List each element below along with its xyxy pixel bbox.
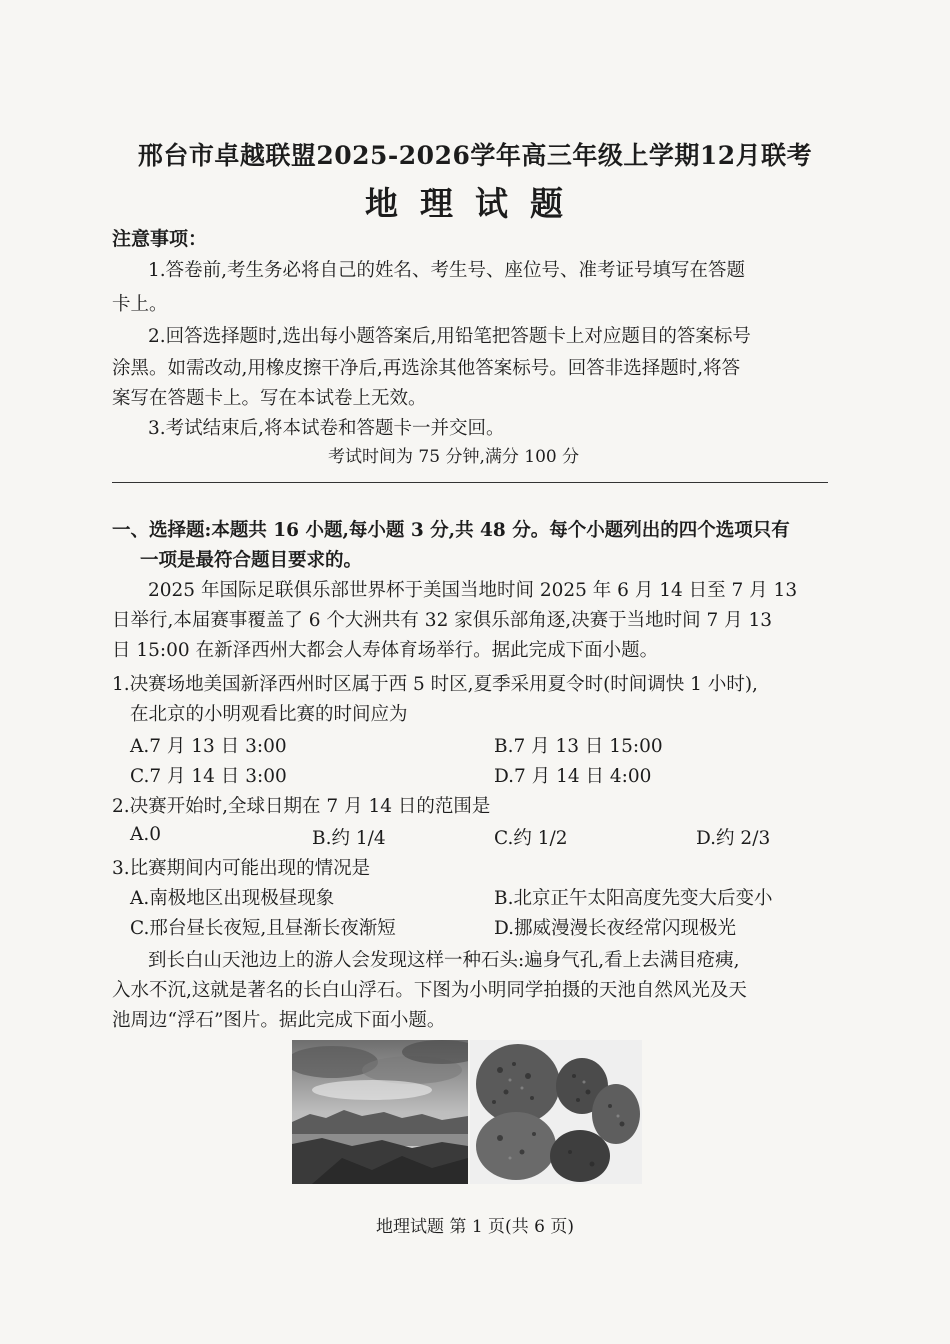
pumice-stone-photo (470, 1040, 642, 1184)
question-2-option-a: A.0 (130, 824, 162, 845)
notice-item-3: 3.考试结束后,将本试卷和答题卡一并交回。 (148, 418, 505, 439)
page-footer: 地理试题 第 1 页(共 6 页) (376, 1217, 574, 1237)
subject-title: 地理试题 (365, 184, 585, 223)
question-1-stem-line-1: 1.决赛场地美国新泽西州时区属于西 5 时区,夏季采用夏令时(时间调快 1 小时), (112, 674, 758, 695)
notice-item-2-line-1: 2.回答选择题时,选出每小题答案后,用铅笔把答题卡上对应题目的答案标号 (148, 326, 751, 347)
notice-item-2-line-3: 案写在答题卡上。写在本试卷上无效。 (112, 388, 427, 409)
passage-2-line-2: 入水不沉,这就是著名的长白山浮石。下图为小明同学拍摄的天池自然风光及天 (112, 980, 747, 1001)
notice-heading: 注意事项： (112, 228, 208, 250)
exam-time-info: 考试时间为 75 分钟,满分 100 分 (328, 447, 580, 467)
question-1-option-a: A.7 月 13 日 3:00 (130, 736, 287, 757)
divider-line (112, 482, 828, 483)
notice-item-1-line-2: 卡上。 (112, 294, 168, 315)
question-1-option-d: D.7 月 14 日 4:00 (494, 766, 652, 787)
section-1-heading-line-2: 一项是最符合题目要求的。 (140, 550, 363, 571)
question-3-option-d: D.挪威漫漫长夜经常闪现极光 (494, 918, 737, 939)
question-3-stem: 3.比赛期间内可能出现的情况是 (112, 858, 371, 879)
passage-1-line-1: 2025 年国际足联俱乐部世界杯于美国当地时间 2025 年 6 月 14 日至 7 月 13 (148, 580, 798, 601)
question-3-option-b: B.北京正午太阳高度先变大后变小 (494, 888, 773, 909)
question-3-option-c: C.邢台昼长夜短,且昼渐长夜渐短 (130, 918, 396, 939)
question-3-option-a: A.南极地区出现极昼现象 (130, 888, 335, 909)
question-2-option-b: B.约 1/4 (312, 828, 386, 849)
tianchi-landscape-photo (292, 1040, 468, 1184)
question-2-stem: 2.决赛开始时,全球日期在 7 月 14 日的范围是 (112, 796, 491, 817)
passage-1-line-3: 日 15:00 在新泽西州大都会人寿体育场举行。据此完成下面小题。 (112, 640, 659, 661)
question-2-option-c: C.约 1/2 (494, 828, 568, 849)
exam-title: 邢台市卓越联盟2025-2026学年高三年级上学期12月联考 (137, 141, 813, 170)
notice-item-2-line-2: 涂黑。如需改动,用橡皮擦干净后,再选涂其他答案标号。回答非选择题时,将答 (112, 358, 741, 379)
question-1-stem-line-2: 在北京的小明观看比赛的时间应为 (130, 704, 408, 725)
question-2-option-d: D.约 2/3 (696, 828, 771, 849)
notice-item-1-line-1: 1.答卷前,考生务必将自己的姓名、考生号、座位号、准考证号填写在答题 (148, 260, 746, 281)
section-1-heading-line-1: 一、选择题:本题共 16 小题,每小题 3 分,共 48 分。每个小题列出的四个选项只有 (112, 520, 790, 541)
passage-2-line-1: 到长白山天池边上的游人会发现这样一种石头:遍身气孔,看上去满目疮痍, (148, 950, 740, 971)
question-1-option-c: C.7 月 14 日 3:00 (130, 766, 287, 787)
passage-2-line-3: 池周边“浮石”图片。据此完成下面小题。 (112, 1010, 446, 1031)
passage-1-line-2: 日举行,本届赛事覆盖了 6 个大洲共有 32 家俱乐部角逐,决赛于当地时间 7 月 13 (112, 610, 773, 631)
question-1-option-b: B.7 月 13 日 15:00 (494, 736, 663, 757)
